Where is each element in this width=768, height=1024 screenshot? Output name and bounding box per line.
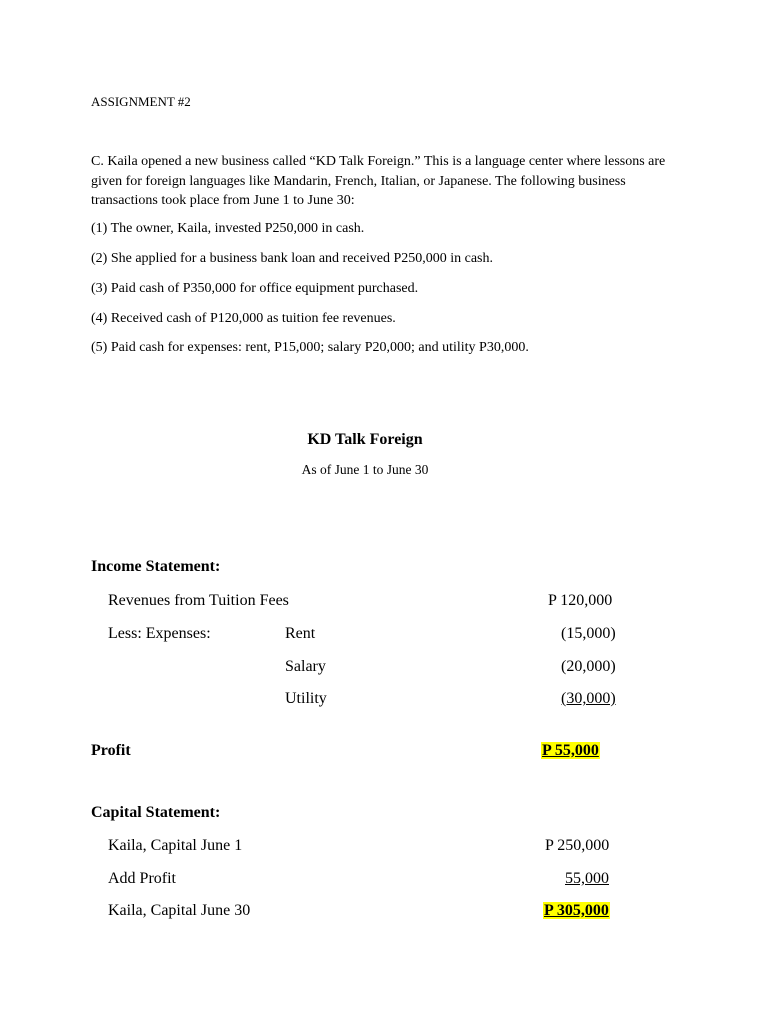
profit-label: Profit [91,742,131,759]
capital-ending-amount-wrapper [543,902,610,920]
transaction-3: (3) Paid cash of P350,000 for office equipment purchased. [91,281,419,296]
capital-ending-amount: P 305,000 [544,902,609,919]
expense-rent-amount: (15,000) [561,625,616,642]
capital-beginning-amount: P 250,000 [545,837,610,854]
transaction-2: (2) She applied for a business bank loan and received P250,000 in cash. [91,251,494,266]
income-statement-heading: Income Statement: [91,558,221,575]
add-profit-label: Add Profit [108,870,176,887]
statement-period: As of June 1 to June 30 [301,462,429,477]
problem-intro: C. Kaila opened a new business called “KD Talk Foreign.” This is a language center where lessons are given for foreign languages like Mandarin, French, Italian, or Japanese. The following business transactions took place from June 1 to June 30: [91,154,666,208]
transaction-4: (4) Received cash of P120,000 as tuition fee revenues. [91,311,396,326]
capital-statement-heading: Capital Statement: [91,804,221,821]
profit-amount: P 55,000 [542,742,599,759]
revenue-amount: P 120,000 [548,592,613,609]
profit-amount-wrapper [541,742,600,760]
expense-salary-label: Salary [285,658,326,675]
expense-rent-label: Rent [285,625,316,642]
expenses-label: Less: Expenses: [108,625,211,642]
capital-ending-label: Kaila, Capital June 30 [108,902,251,919]
revenue-label: Revenues from Tuition Fees [108,592,289,609]
add-profit-amount: 55,000 [565,870,609,887]
transaction-1: (1) The owner, Kaila, invested P250,000 in cash. [91,221,365,236]
expense-utility-amount: (30,000) [561,690,616,707]
expense-utility-label: Utility [285,690,327,707]
company-name: KD Talk Foreign [307,431,423,448]
expense-salary-amount: (20,000) [561,658,616,675]
assignment-title: ASSIGNMENT #2 [91,94,191,109]
capital-beginning-label: Kaila, Capital June 1 [108,837,243,854]
transaction-5: (5) Paid cash for expenses: rent, P15,000; salary P20,000; and utility P30,000. [91,340,529,355]
